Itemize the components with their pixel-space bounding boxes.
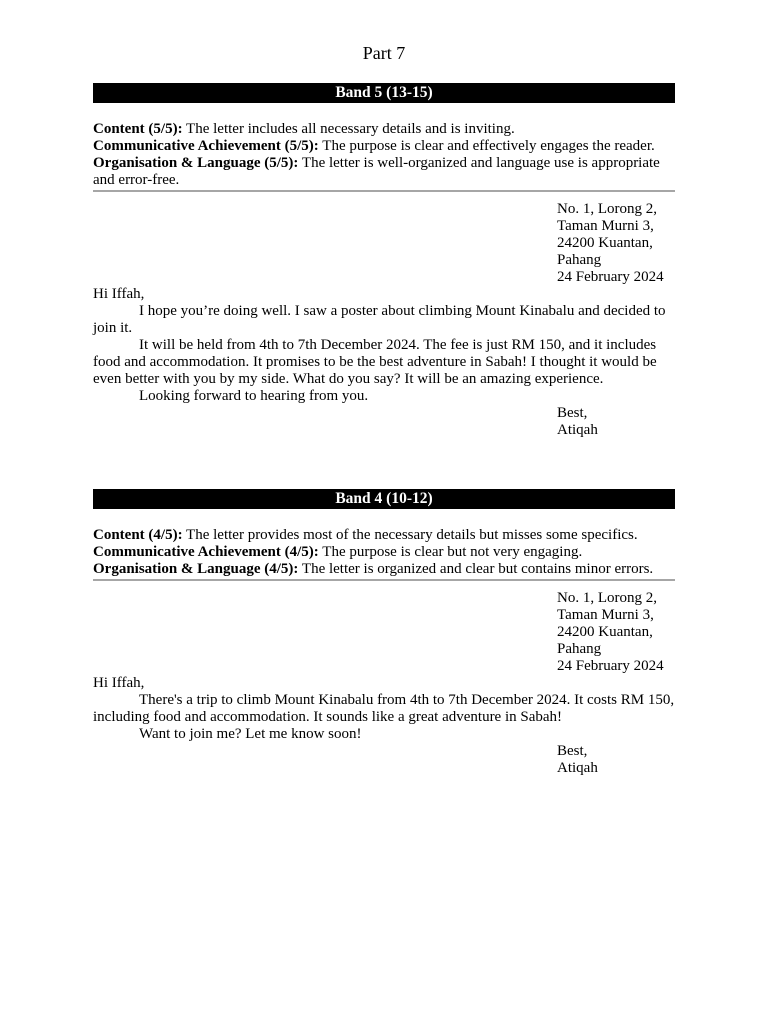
criterion-label: Communicative Achievement (4/5): [93,544,319,560]
sender-address [557,201,675,286]
criteria-block [93,121,675,192]
address-line: 24200 Kuantan, [557,624,653,640]
criterion-line [93,155,675,189]
criterion-text: The letter is well-organized and language use is appropriate and error-free. [93,155,660,188]
criterion-label: Content (5/5): [93,121,183,137]
criterion-label: Organisation & Language (5/5): [93,155,299,171]
criterion-line [93,138,675,155]
page-title: Part 7 [362,43,406,63]
criterion-line [93,544,675,561]
letter-signoff [557,405,675,439]
letter-signoff [557,743,675,777]
address-line: No. 1, Lorong 2, [557,590,657,606]
criterion-text: The letter provides most of the necessary details but misses some specifics. [182,527,638,543]
criterion-line [93,121,675,138]
criterion-text: The purpose is clear but not very engaging. [318,544,583,560]
letter-paragraph: I hope you’re doing well. I saw a poster about climbing Mount Kinabalu and decided to join it. [93,303,666,336]
letter-paragraph: Looking forward to hearing from you. [139,388,369,404]
criterion-label: Organisation & Language (4/5): [93,561,299,577]
address-line: Taman Murni 3, [557,218,654,234]
criterion-text: The purpose is clear and effectively engages the reader. [318,138,655,154]
letter-paragraph: It will be held from 4th to 7th December 2024. The fee is just RM 150, and it includes food and accommodation. It promises to be the best adventure in Sabah! I thought it would be even better with you by my side. What do you say? It will be an amazing experience. [93,337,657,387]
criterion-line [93,561,675,578]
letter-signature: Atiqah [557,422,598,438]
address-line: Pahang [557,641,602,657]
letter-body [93,675,675,743]
letter-body [93,286,675,405]
sender-address [557,590,675,675]
letter-closing: Best, [557,405,588,421]
criterion-text: The letter includes all necessary details and is inviting. [182,121,515,137]
band-section [93,489,675,777]
criterion-label: Content (4/5): [93,527,183,543]
criterion-line [93,527,675,544]
letter-paragraph: There's a trip to climb Mount Kinabalu from 4th to 7th December 2024. It costs RM 150, including food and accommodation. It sounds like a great adventure in Sabah! [93,692,675,725]
criteria-block [93,527,675,581]
letter-greeting: Hi Iffah, [93,286,145,302]
letter-closing: Best, [557,743,588,759]
letter-greeting: Hi Iffah, [93,675,145,691]
letter-date: 24 February 2024 [557,269,664,285]
criterion-text: The letter is organized and clear but contains minor errors. [298,561,654,577]
address-line: 24200 Kuantan, [557,235,653,251]
letter-signature: Atiqah [557,760,598,776]
letter-paragraph: Want to join me? Let me know soon! [139,726,362,742]
address-line: No. 1, Lorong 2, [557,201,657,217]
band-section [93,83,675,439]
letter-date: 24 February 2024 [557,658,664,674]
address-line: Pahang [557,252,602,268]
band-header: Band 5 (13-15) [93,83,675,103]
address-line: Taman Murni 3, [557,607,654,623]
criterion-label: Communicative Achievement (5/5): [93,138,319,154]
band-header: Band 4 (10-12) [93,489,675,509]
